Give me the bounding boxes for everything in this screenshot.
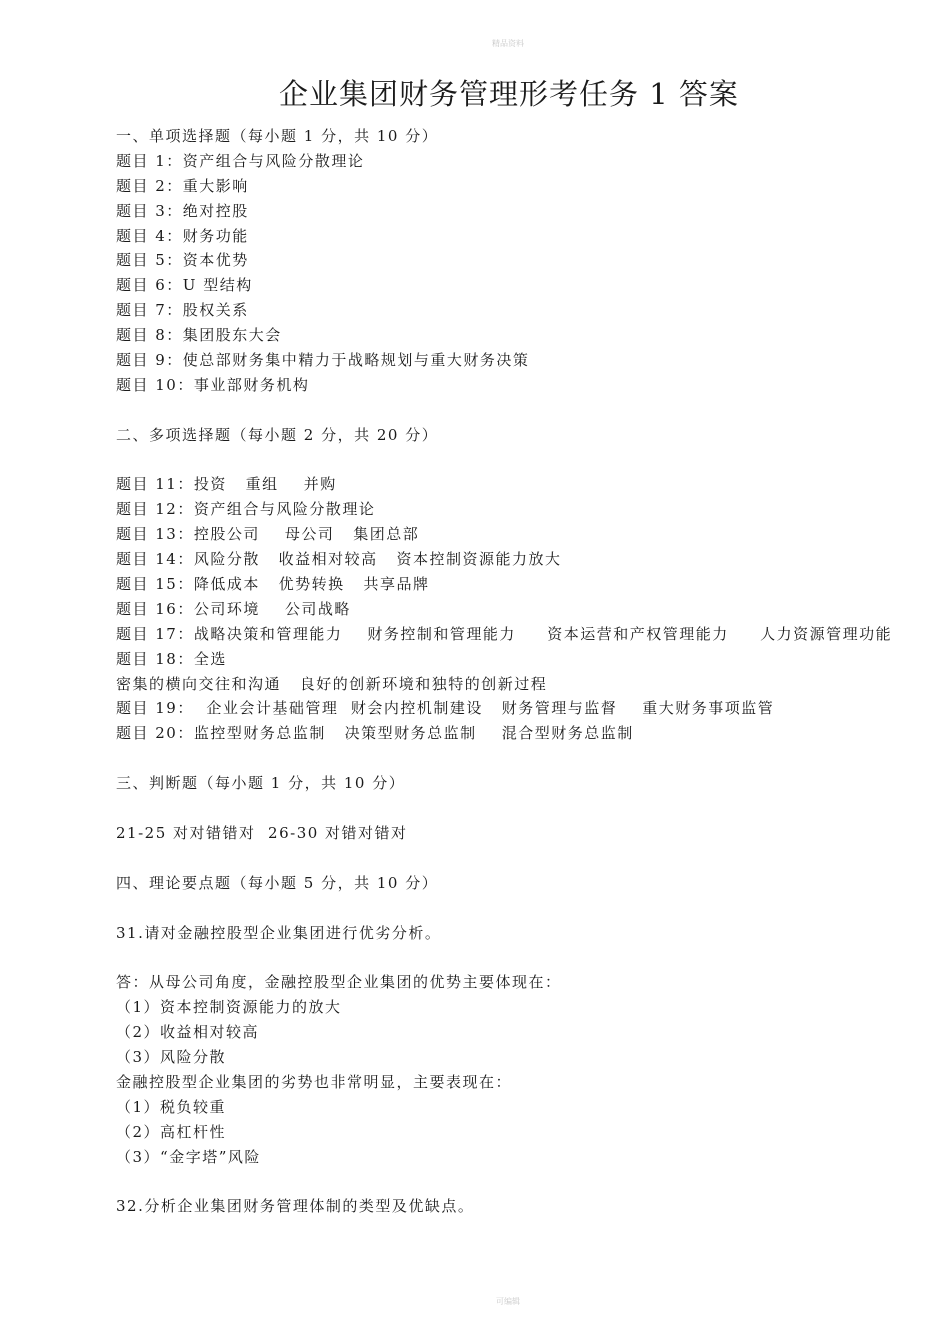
text-line: （3）“金字塔”风险 xyxy=(116,1147,261,1166)
text-line: 密集的横向交往和沟通 良好的创新环境和独特的创新过程 xyxy=(116,674,548,693)
text-line: 题目 2：重大影响 xyxy=(116,176,249,195)
blank-line xyxy=(116,746,936,771)
text-line: 题目 19： 企业会计基础管理 财会内控机制建设 财务管理与监督 重大财务事项监管 xyxy=(116,699,775,718)
text-line: 题目 4：财务功能 xyxy=(116,226,249,245)
blank-line xyxy=(116,448,936,473)
text-line: （1）资本控制资源能力的放大 xyxy=(116,998,342,1017)
text-line: 题目 14：风险分散 收益相对较高 资本控制资源能力放大 xyxy=(116,550,562,569)
text-line: 四、理论要点题（每小题 5 分，共 10 分） xyxy=(116,873,439,892)
text-line: （1）税负较重 xyxy=(116,1097,227,1116)
text-line: 题目 15：降低成本 优势转换 共享品牌 xyxy=(116,575,430,594)
text-line: 题目 8：集团股东大会 xyxy=(116,326,282,345)
text-line: 题目 6：U 型结构 xyxy=(116,276,253,295)
document-body xyxy=(116,124,936,1219)
text-line: 题目 11：投资 重组 并购 xyxy=(116,475,337,494)
text-line: 答：从母公司角度，金融控股型企业集团的优势主要体现在： xyxy=(116,973,562,992)
text-line: 题目 1：资产组合与风险分散理论 xyxy=(116,151,365,170)
text-line: （2）高杠杆性 xyxy=(116,1122,227,1141)
text-line: （2）收益相对较高 xyxy=(116,1023,260,1042)
blank-line xyxy=(116,896,936,921)
text-line: 题目 9：使总部财务集中精力于战略规划与重大财务决策 xyxy=(116,351,530,370)
text-line: 三、判断题（每小题 1 分，共 10 分） xyxy=(116,774,406,793)
watermark-bottom: 可编辑 xyxy=(496,1297,520,1306)
text-line: 21-25 对对错错对 26-30 对错对错对 xyxy=(116,823,408,842)
text-line: 题目 18：全选 xyxy=(116,649,227,668)
text-line: 题目 7：股权关系 xyxy=(116,301,249,320)
blank-line xyxy=(116,796,936,821)
text-line: 题目 16：公司环境 公司战略 xyxy=(116,599,351,618)
blank-line xyxy=(116,1169,936,1194)
watermark-top: 精品资料 xyxy=(492,39,524,48)
text-line: 题目 12：资产组合与风险分散理论 xyxy=(116,500,376,519)
blank-line xyxy=(116,945,936,970)
text-line: 31.请对金融控股型企业集团进行优劣分析。 xyxy=(116,923,442,942)
text-line: 题目 5：资本优势 xyxy=(116,251,249,270)
text-line: （3）风险分散 xyxy=(116,1047,227,1066)
text-line: 金融控股型企业集团的劣势也非常明显，主要表现在： xyxy=(116,1072,513,1091)
text-line: 题目 3：绝对控股 xyxy=(116,201,249,220)
blank-line xyxy=(116,846,936,871)
text-line: 题目 10：事业部财务机构 xyxy=(116,375,310,394)
text-line: 二、多项选择题（每小题 2 分，共 20 分） xyxy=(116,425,439,444)
text-line: 题目 13：控股公司 母公司 集团总部 xyxy=(116,525,420,544)
text-line: 32.分析企业集团财务管理体制的类型及优缺点。 xyxy=(116,1197,475,1216)
document-title: 企业集团财务管理形考任务 1 答案 xyxy=(279,77,739,111)
text-line: 一、单项选择题（每小题 1 分，共 10 分） xyxy=(116,127,439,145)
blank-line xyxy=(116,398,936,423)
text-line: 题目 17：战略决策和管理能力 财务控制和管理能力 资本运营和产权管理能力 人力资源管理功能 xyxy=(116,624,893,643)
text-line: 题目 20：监控型财务总监制 决策型财务总监制 混合型财务总监制 xyxy=(116,724,634,743)
